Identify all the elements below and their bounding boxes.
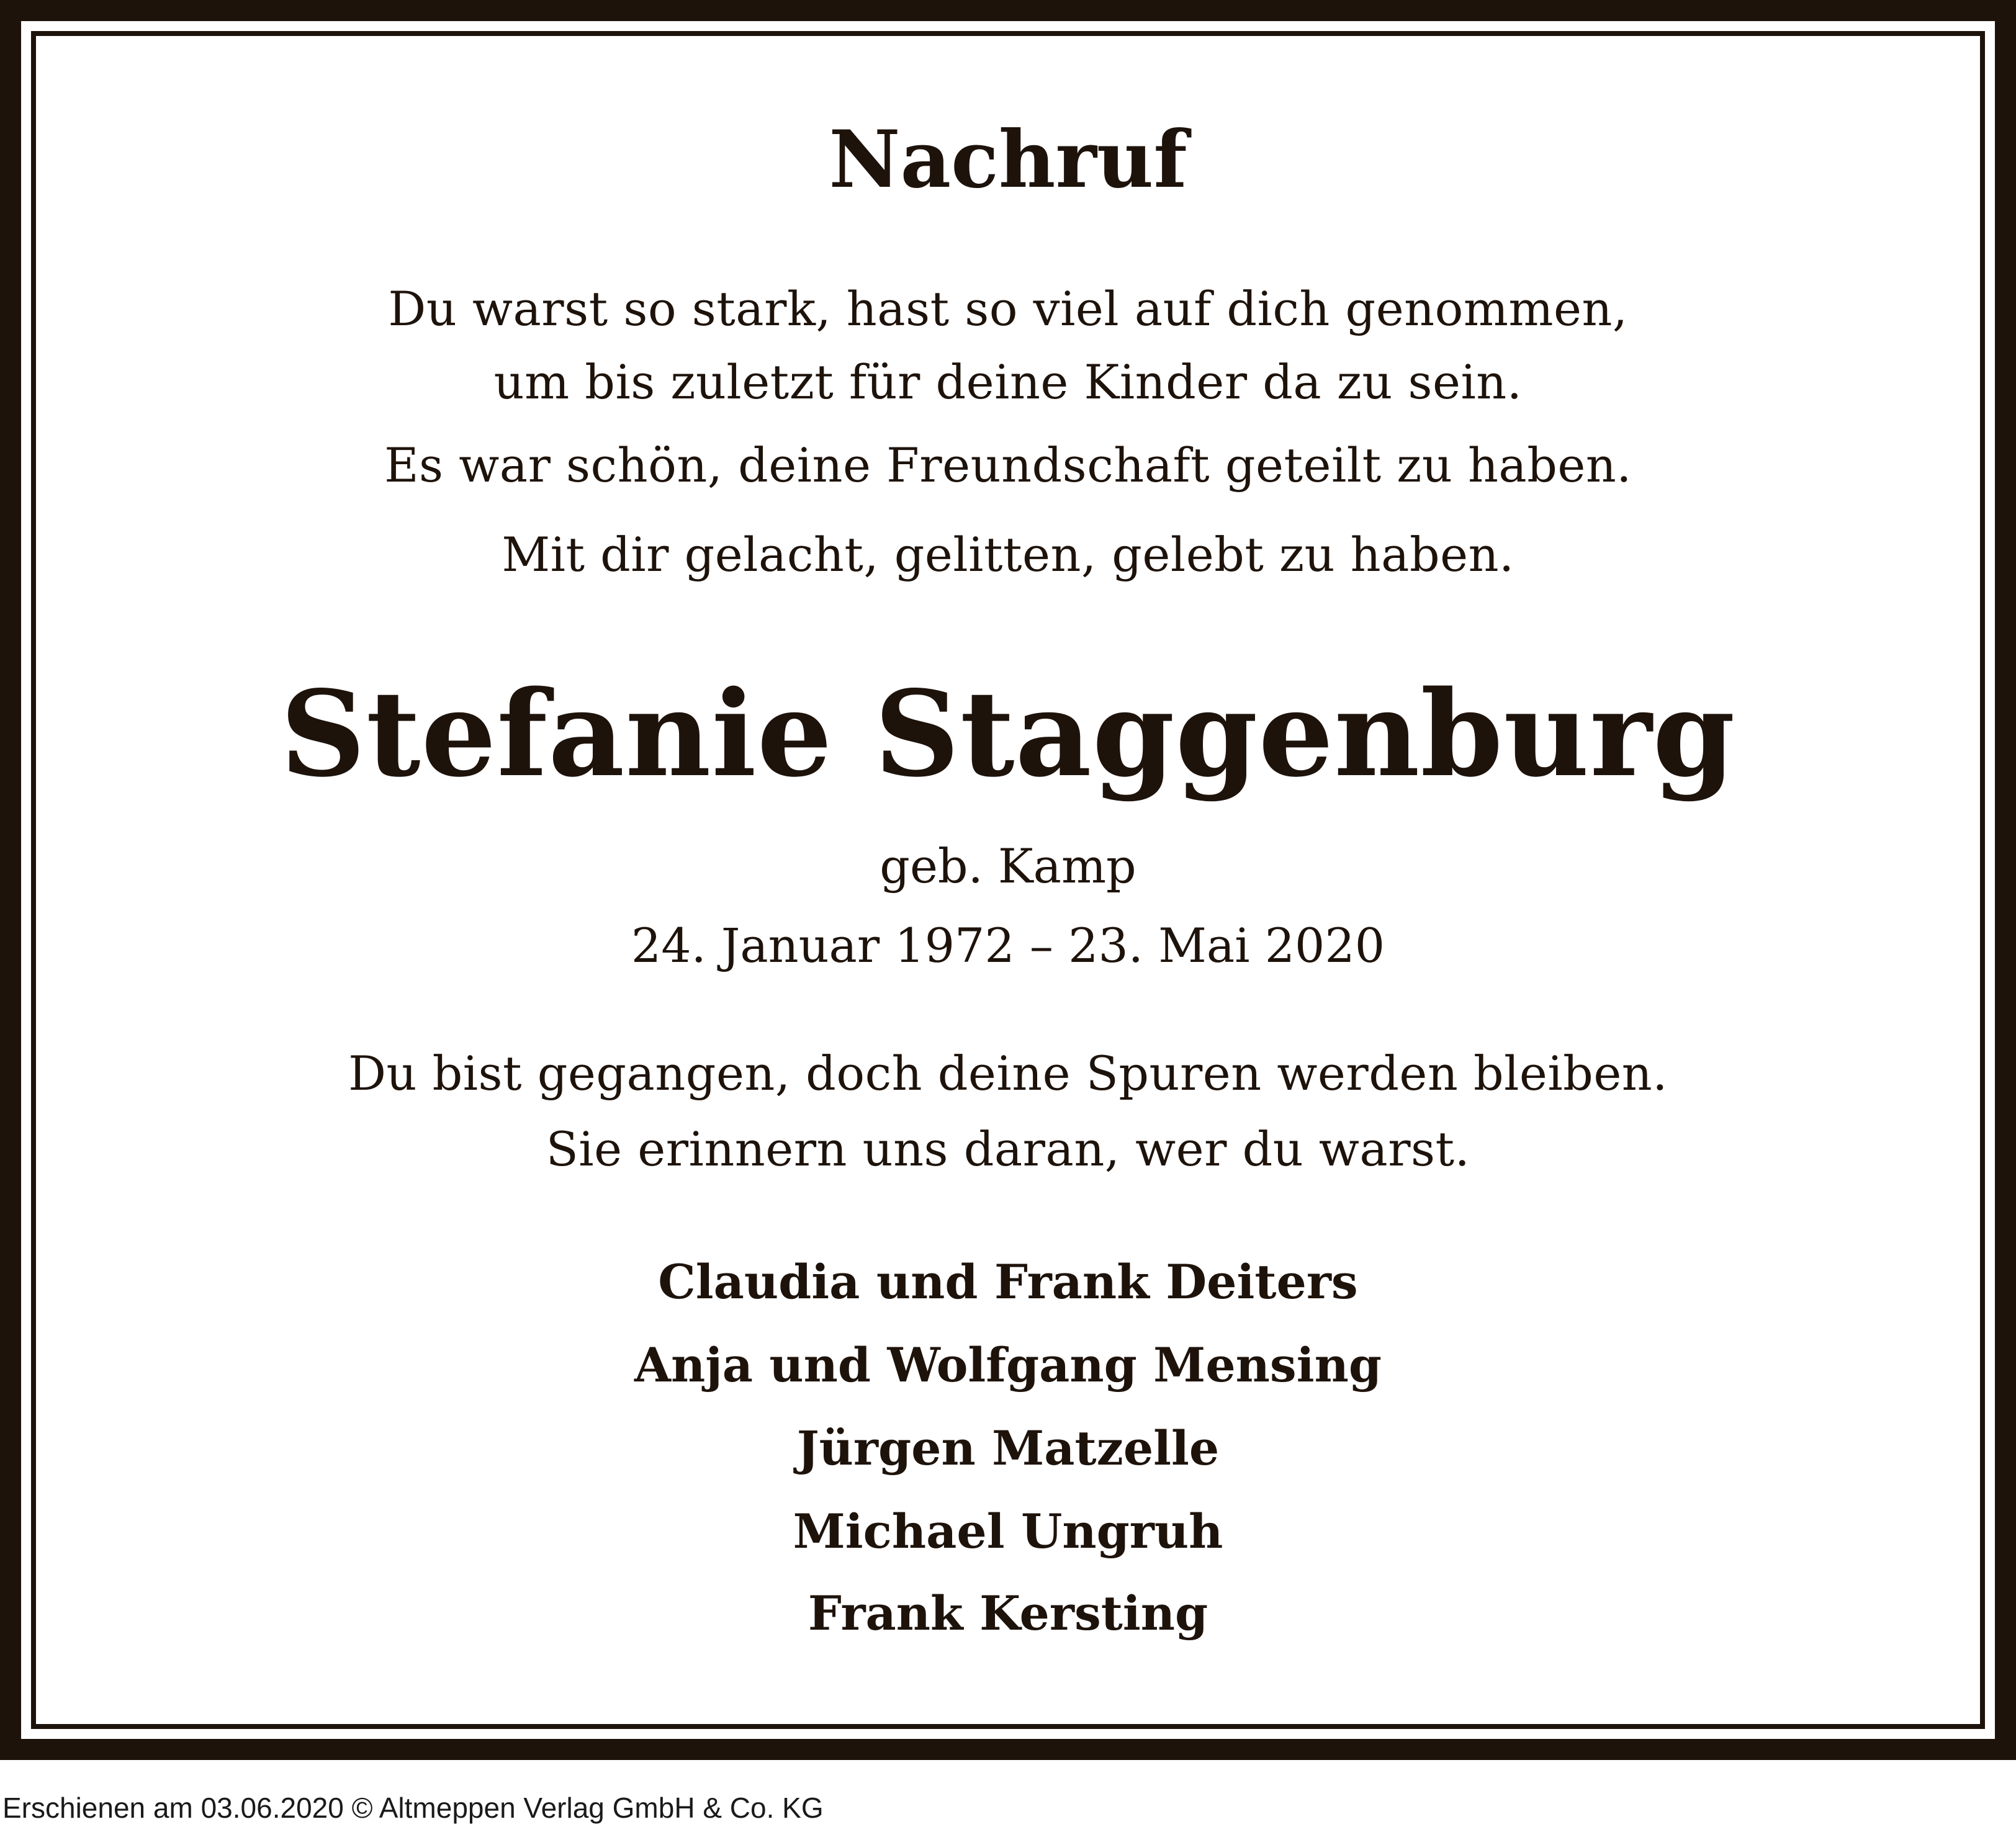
mourner-name: Jürgen Matzelle [796, 1421, 1220, 1476]
notice-heading: Nachruf [829, 114, 1187, 205]
verse-line: Es war schön, deine Freundschaft geteilt zu haben. [384, 438, 1632, 493]
mourner-name: Claudia und Frank Deiters [658, 1254, 1358, 1309]
life-dates: 24. Januar 1972 – 23. Mai 2020 [631, 918, 1385, 973]
maiden-name: geb. Kamp [880, 838, 1136, 894]
closing-verse-line: Sie erinnern uns daran, wer du warst. [546, 1121, 1470, 1177]
deceased-name: Stefanie Staggenburg [280, 665, 1736, 803]
obituary-notice [36, 36, 1980, 1724]
mourner-name: Frank Kersting [808, 1586, 1208, 1641]
publication-footer: Erschienen am 03.06.2020 © Altmeppen Verlag GmbH & Co. KG [2, 1792, 824, 1824]
mourner-name: Michael Ungruh [793, 1504, 1223, 1559]
verse-line: Du warst so stark, hast so viel auf dich genommen, [388, 281, 1628, 336]
verse-line: um bis zuletzt für deine Kinder da zu sein. [493, 354, 1523, 410]
mourner-name: Anja und Wolfgang Mensing [634, 1337, 1382, 1393]
verse-line: Mit dir gelacht, gelitten, gelebt zu haben. [502, 527, 1514, 582]
closing-verse-line: Du bist gegangen, doch deine Spuren werden bleiben. [348, 1046, 1668, 1101]
